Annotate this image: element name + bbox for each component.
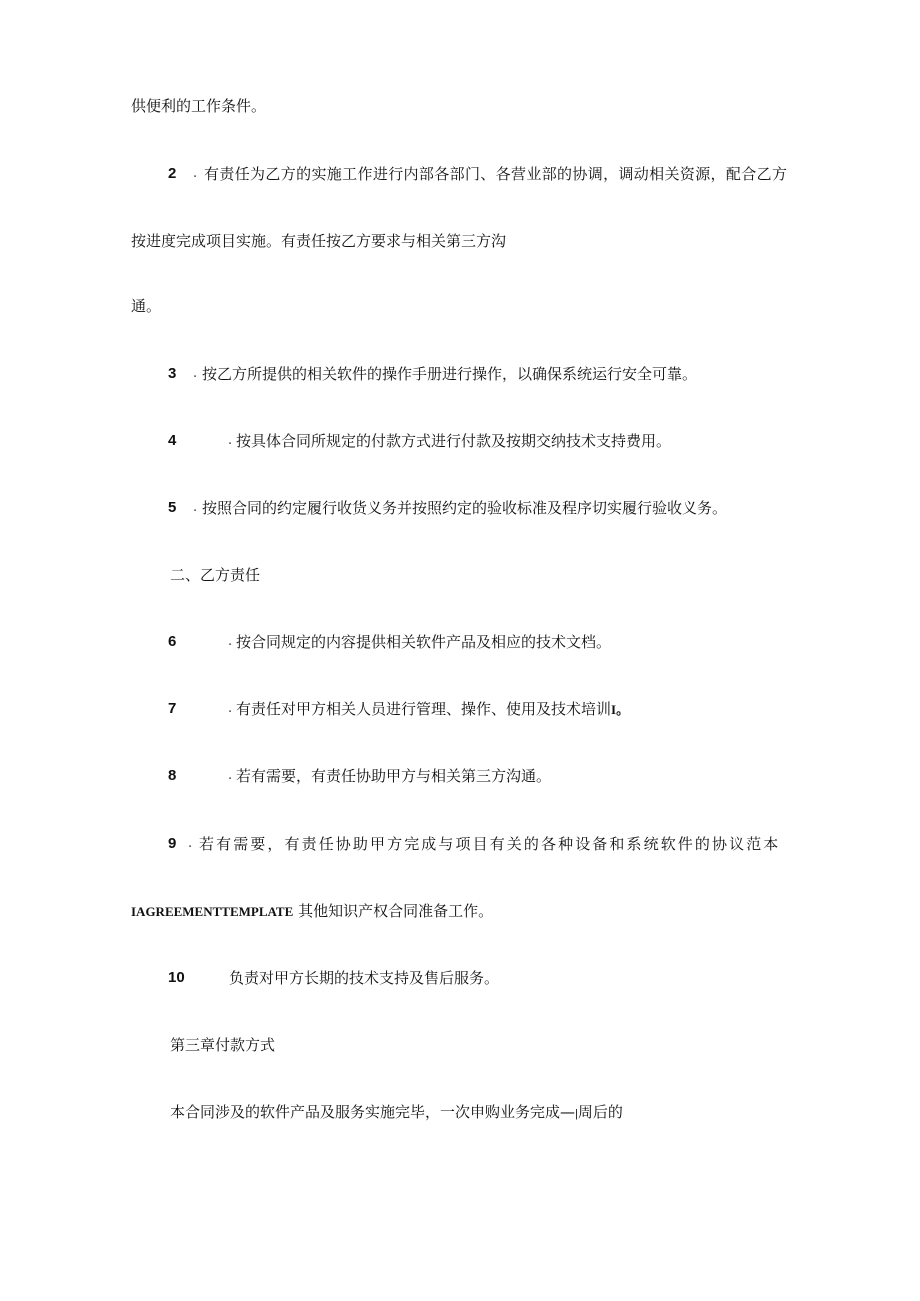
item-dot: . <box>188 836 193 851</box>
item-2-continuation-2: 通。 <box>131 297 162 315</box>
item-number: 8 <box>168 767 177 784</box>
last-paragraph-bar: | <box>575 1108 578 1120</box>
item-number: 7 <box>168 700 177 717</box>
chapter-heading: 第三章付款方式 <box>170 1036 276 1054</box>
item-number: 3 <box>168 365 177 382</box>
item-suffix: I。 <box>611 702 630 717</box>
item-text: 按合同规定的内容提供相关软件产品及相应的技术文档。 <box>236 633 612 651</box>
item-text: 按照合同的约定履行收货义务并按照约定的验收标准及程序切实履行验收义务。 <box>202 499 728 517</box>
item-dot: . <box>193 500 198 515</box>
agreement-template-term: IAGREEMENTTEMPLATE <box>131 904 294 919</box>
item-text-wrap <box>236 699 629 720</box>
item-dot: . <box>228 433 233 448</box>
item-text: 有责任为乙方的实施工作进行内部各部门、各营业部的协调，调动相关资源，配合乙方 <box>204 165 788 183</box>
item-text: 按乙方所提供的相关软件的操作手册进行操作，以确保系统运行安全可靠。 <box>202 365 698 383</box>
section-heading: 二、乙方责任 <box>170 566 261 584</box>
last-paragraph-text-a: 本合同涉及的软件产品及服务实施完毕，一次申购业务完成— <box>170 1103 576 1121</box>
item-9-continuation-text: 其他知识产权合同准备工作。 <box>298 902 494 920</box>
item-number: 2 <box>168 165 177 182</box>
item-dot: . <box>228 701 233 716</box>
item-number: 4 <box>168 432 177 449</box>
item-number: 9 <box>168 835 177 852</box>
item-dot: . <box>193 166 198 181</box>
intro-line: 供便利的工作条件。 <box>131 97 267 115</box>
item-dot: . <box>193 366 198 381</box>
item-dot: . <box>228 634 233 649</box>
item-number: 5 <box>168 499 177 516</box>
item-number: 6 <box>168 633 177 650</box>
item-2-continuation-1: 按进度完成项目实施。有责任按乙方要求与相关第三方沟 <box>131 232 507 250</box>
item-dot: . <box>228 768 233 783</box>
last-paragraph <box>170 1102 623 1124</box>
last-paragraph-text-b: 周后的 <box>577 1103 623 1121</box>
item-text: 负责对甲方长期的技术支持及售后服务。 <box>229 969 500 987</box>
item-number: 10 <box>168 969 185 986</box>
item-text: 若有需要，有责任协助甲方与相关第三方沟通。 <box>236 767 552 785</box>
item-9-continuation <box>131 901 493 922</box>
item-text: 有责任对甲方相关人员进行管理、操作、使用及技术培训 <box>236 700 612 718</box>
item-text: 按具体合同所规定的付款方式进行付款及按期交纳技术支持费用。 <box>236 432 672 450</box>
item-text: 若有需要，有责任协助甲方完成与项目有关的各种设备和系统软件的协议范本 <box>199 835 781 853</box>
